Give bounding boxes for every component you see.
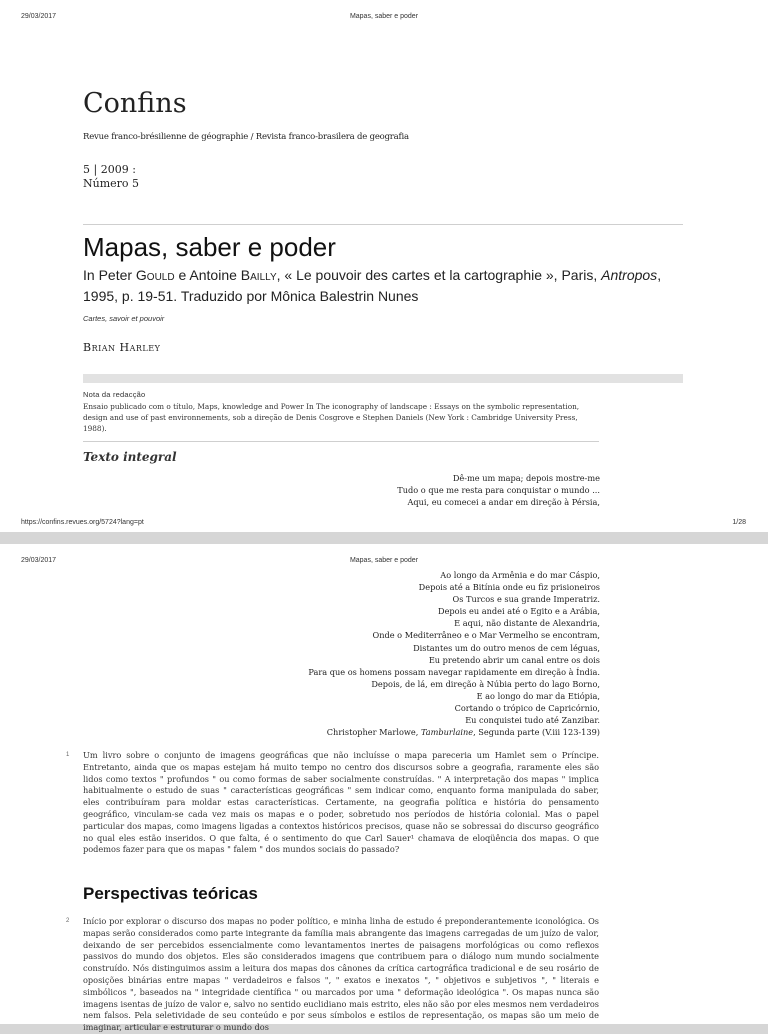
ref-text: In Peter xyxy=(83,267,136,283)
section-heading: Perspectivas teóricas xyxy=(83,884,258,903)
section-bar xyxy=(83,374,683,383)
divider xyxy=(83,441,599,442)
divider xyxy=(83,224,683,225)
epigraph-poem xyxy=(308,569,600,738)
poem-line: Depois, de lá, em direção à Núbia perto do lago Borno, xyxy=(371,678,600,689)
paragraph-2: Início por explorar o discurso dos mapas no poder político, e minha linha de estudo é preponderantemente iconológica. Os mapas serão considerados como parte integrante da família mais abrangente das imagens carregadas de um juízo de valor, deixando de ser percebidos essencialmente como levantamentos inertes de paisagens morfológicas ou como reflexos passivos do mundo dos objetos. Eles são considerados imagens que contribuem para o diálogo num mundo socialmente construído. Nós distinguimos assim a leitura dos mapas dos cânones da crítica cartográfica tradicional e de seu rosário de oposições binárias entre mapas " verdadeiros e falsos ", " exatos e inexatos ", " objetivos e subjetivos ", " literais e simbólicos ", baseados na " integridade científica " ou marcados por uma " deformação ideológica ". Os mapas nunca são imagens isentas de juízo de valor e, salvo no sentido euclidiano mais estrito, eles não são por eles mesmos nem verdadeiros nem falsos. Pela seletividade de seu conteúdo e por seus símbolos e estilos de representação, os mapas são um meio de imaginar, articular e estruturar o mundo dos xyxy=(83,916,599,1033)
issue-info[interactable] xyxy=(83,163,139,191)
ref-text: e Antoine xyxy=(174,267,241,283)
keywords-link[interactable]: Cartes, savoir et pouvoir xyxy=(83,314,165,323)
nota-body: Ensaio publicado com o título, Maps, knowledge and Power In The iconography of landscape : Essays on the symbolic representation, design and use of past environnements, sob a direção de Denis Cosgrove e Stephen Daniels (New York : Cambridge University Press, 1988). xyxy=(83,402,580,433)
ref-antropos: Antropos xyxy=(601,267,658,283)
texto-integral-heading: Texto integral xyxy=(83,450,177,464)
paragraph-1: Um livro sobre o conjunto de imagens geográficas que não incluísse o mapa pareceria um Hamlet sem o Príncipe. Entretanto, ainda que os mapas estejam há muito tempo no centro dos discursos sobre a geografia, raramente eles são lidos como textos " profundos " ou como formas de saber socialmente construídas. " A interpretação dos mapas " implica habitualmente o estudo de suas " características geográficas " sem indicar como, enquanto forma manipulada do saber, eles contribuíram para moldar estas características. Certamente, na geografia política e história do pensamento geográfico, vinculam-se cada vez mais os mapas e o poder, sobretudo nos períodos de história colonial. Mas o papel particular dos mapas, como imagens ligadas a contextos históricos precisos, quase não se sobressai do discurso geográfico no qual eles estão inseridos. O que falta, é o sentimento do que Carl Sauer¹ chamava de eloqüência dos mapas. O que podemos fazer para que os mapas " falem " dos mundos sociais do passado? xyxy=(83,750,599,855)
poem-line: Dê-me um mapa; depois mostre-me xyxy=(452,473,600,483)
ref-text: , 1995, p. 19-51. Traduzido por Mônica Balestrin Nunes xyxy=(83,267,662,304)
print-title: Mapas, saber e poder xyxy=(349,13,419,20)
poem-line: Para que os homens possam navegar rapidamente em direção à Índia. xyxy=(308,666,600,677)
author-name[interactable]: Brian Harley xyxy=(83,341,161,354)
article-title: Mapas, saber e poder xyxy=(83,232,336,262)
poem-line: Tudo o que me resta para conquistar o mundo ... xyxy=(397,485,600,496)
poem-citation xyxy=(308,726,600,738)
poem-line: Eu conquistei tudo até Zanzibar. xyxy=(465,715,600,726)
issue-label: Número 5 xyxy=(83,177,140,190)
ref-bailly: Bailly xyxy=(240,267,277,283)
print-title: Mapas, saber e poder xyxy=(349,557,419,564)
poem-line: Aqui, eu comecei a andar em direção à Pérsia, xyxy=(407,497,600,508)
poem-line: Depois até a Bitínia onde eu fiz prisioneiros xyxy=(418,582,600,593)
ref-gould: Gould xyxy=(135,267,175,283)
nota-heading: Nota da redacção xyxy=(83,390,146,399)
epigraph-poem xyxy=(397,472,600,508)
citation-ref: , Segunda parte (V.iii 123-139) xyxy=(473,727,600,738)
poem-line: Os Turcos e sua grande Imperatriz. xyxy=(452,594,600,605)
paragraph-number: 1 xyxy=(66,752,70,758)
poem-line: E ao longo do mar da Etiópia, xyxy=(476,690,600,701)
print-page-number: 1/28 xyxy=(732,519,746,526)
poem-line: E aqui, não distante de Alexandria, xyxy=(454,618,600,629)
paragraph-number: 2 xyxy=(66,918,70,924)
citation-work: Tamburlaine xyxy=(420,727,474,738)
print-date: 29/03/2017 xyxy=(21,557,57,564)
poem-line: Eu pretendo abrir um canal entre os dois xyxy=(428,654,600,665)
ref-text: , « Le pouvoir des cartes et la cartographie », Paris, xyxy=(276,267,602,283)
issue-number: 5 | 2009 : xyxy=(83,163,136,176)
poem-line: Cortando o trópico de Capricórnio, xyxy=(454,703,600,714)
page-2 xyxy=(0,544,768,1033)
citation-author: Christopher Marlowe, xyxy=(326,727,421,738)
poem-line: Ao longo da Armênia e do mar Cáspio, xyxy=(440,570,600,580)
journal-subtitle: Revue franco-brésilienne de géographie / Revista franco-brasilera de geografia xyxy=(83,132,409,142)
poem-line: Onde o Mediterrâneo e o Mar Vermelho se encontram, xyxy=(372,630,600,641)
journal-logo[interactable]: Confins xyxy=(83,88,187,119)
article-reference xyxy=(83,265,683,307)
poem-line: Distantes um do outro menos de cem léguas, xyxy=(413,642,600,653)
print-url: https://confins.revues.org/5724?lang=pt xyxy=(21,519,144,526)
poem-line: Depois eu andei até o Egito e a Arábia, xyxy=(438,606,600,617)
print-date: 29/03/2017 xyxy=(21,13,57,20)
